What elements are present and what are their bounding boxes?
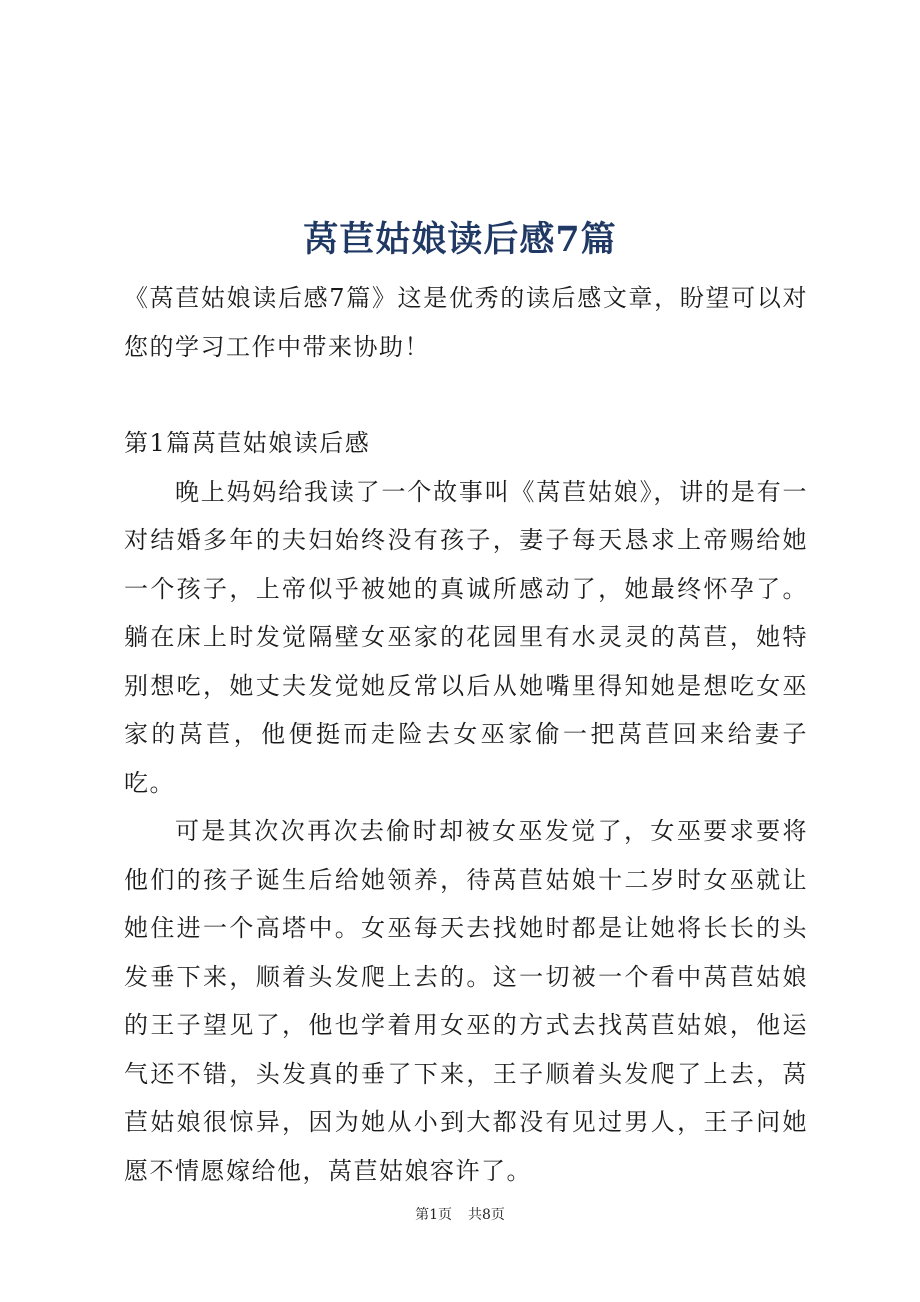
section-heading: 第1篇莴苣姑娘读后感: [124, 429, 371, 457]
document-title: 莴苣姑娘读后感7篇: [303, 219, 617, 261]
body-paragraph: 可是其次次再次去偷时却被女巫发觉了，女巫要求要将他们的孩子诞生后给她领养，待莴苣姑娘十二岁时女巫就让她住进一个高塔中。女巫每天去找她时都是让她将长长的头发垂下来，顺着头发爬上去的。这一切被一个看中莴苣姑娘的王子望见了，他也学着用女巫的方式去找莴苣姑娘，他运气还不错，头发真的垂了下来，王子顺着头发爬了上去，莴苣姑娘很惊异，因为她从小到大都没有见过男人，王子问她愿不情愿嫁给他，莴苣姑娘容许了。: [124, 817, 808, 1185]
page-footer: [0, 1204, 920, 1224]
page-number: 第1页: [415, 1207, 452, 1223]
page-total: 共8页: [468, 1207, 505, 1223]
body-paragraph: 晚上妈妈给我读了一个故事叫《莴苣姑娘》，讲的是有一对结婚多年的夫妇始终没有孩子，妻子每天恳求上帝赐给她一个孩子，上帝似乎被她的真诚所感动了，她最终怀孕了。躺在床上时发觉隔壁女巫家的花园里有水灵灵的莴苣，她特别想吃，她丈夫发觉她反常以后从她嘴里得知她是想吃女巫家的莴苣，他便挺而走险去女巫家偷一把莴苣回来给妻子吃。: [124, 477, 808, 797]
document-body: [124, 274, 808, 1195]
intro-paragraph: 《莴苣姑娘读后感7篇》这是优秀的读后感文章，盼望可以对您的学习工作中带来协助！: [124, 284, 808, 361]
